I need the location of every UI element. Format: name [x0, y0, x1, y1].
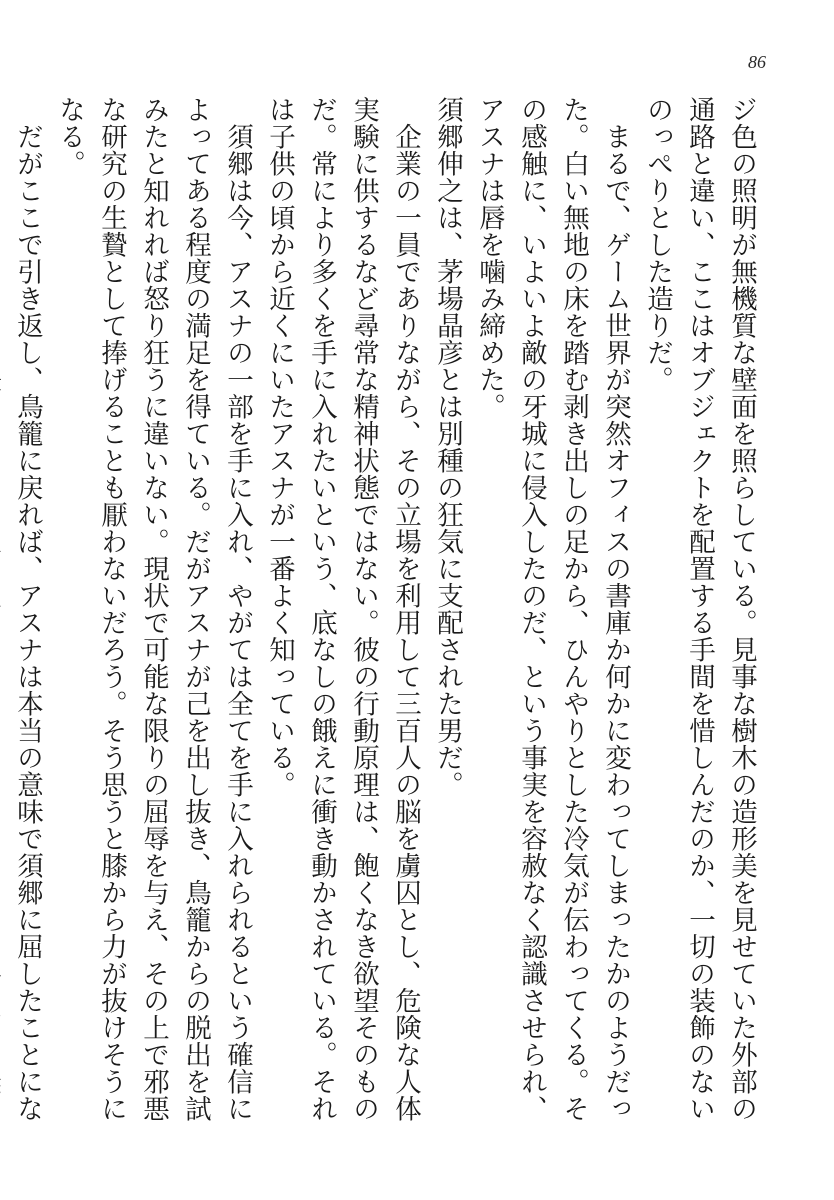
- paragraph-6: だがここで引き返し、鳥籠に戻れば、アスナは本当の意味で須郷に屈したことにな: [12, 122, 43, 1122]
- paragraph-3: 須郷伸之は、茅場晶彦とは別種の狂気に支配された男だ。: [432, 96, 463, 798]
- paragraph-1: ジ色の照明が無機質な壁面を照らしている。見事な樹木の造形美を見せていた外部の通路と違い、ここはオブジェクトを配置する手間を惜しんだのか、一切の装飾のないのっぺりとした造りだ。: [642, 96, 757, 1122]
- paragraph-5: 須郷は今、アスナの一部を手に入れ、やがては全てを手に入れられるという確信によってある程度の満足を得ている。だがアスナが己を出し抜き、鳥籠からの脱出を試みたと知れれば怒り狂うに違いない。現状で可能な限りの屈辱を与え、その上で邪悪な研究の生贄として捧げることも厭わないだろう。そう思うと膝から力が抜けそうになる。: [54, 96, 253, 1122]
- vertical-text-body: [12, 96, 762, 1136]
- page-number: 86: [748, 52, 766, 72]
- paragraph-4: 企業の一員でありながら、その立場を利用して三百人の脳を虜囚とし、危険な人体実験に供するなど尋常な精神状態ではない。彼の行動原理は、飽くなき欲望そのものだ。常により多くを手に入れたいという、底なしの餓えに衝き動かされている。それは子供の頃から近くにいたアスナが一番よく知っている。: [264, 96, 421, 1122]
- paragraph-2: まるで、ゲーム世界が突然オフィスの書庫か何かに変わってしまったかのようだった。白い無地の床を踏む剥き出しの足から、ひんやりとした冷気が伝わってくる。その感触に、いよいよ敵の牙城に侵入したのだ、という事実を容赦なく認識させられ、アスナは唇を噛み締めた。: [474, 96, 631, 1122]
